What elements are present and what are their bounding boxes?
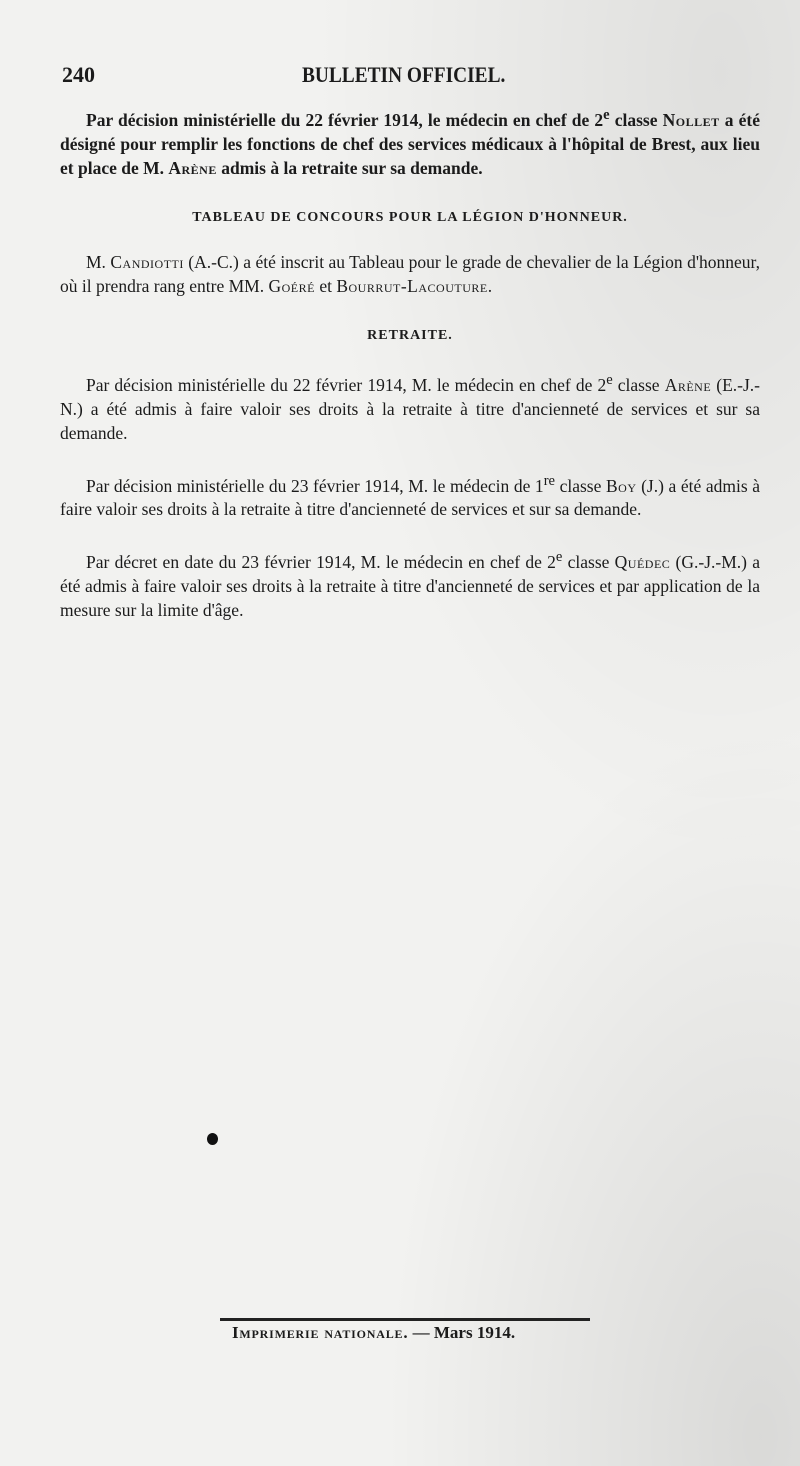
text-span: Par décision ministérielle du 22 février 1914, M. le médecin en chef de 2 bbox=[86, 374, 607, 395]
text-span: Par décret en date du 23 février 1914, M. le médecin en chef de 2 bbox=[86, 552, 556, 573]
ordinal-superscript: re bbox=[543, 472, 556, 489]
text-span: (A.-C.) a été inscrit au Tableau pour le grade de chevalier de la Légion d'honneur, où il prendra rang entre MM. bbox=[60, 251, 760, 296]
person-name: Goéré bbox=[268, 275, 315, 296]
printer-imprint bbox=[232, 1323, 592, 1343]
section-title-retraite: RETRAITE. bbox=[367, 327, 453, 343]
text-span: (E.-J.-N.) a été admis à faire valoir ses droits à la retraite à titre d'ancienneté de services et sur sa demande. bbox=[60, 374, 760, 443]
person-name: Quédec bbox=[614, 552, 671, 573]
text-span: . bbox=[487, 275, 493, 296]
text-span: et bbox=[314, 275, 337, 296]
text-span: a été désigné pour remplir les fonctions de chef des services médicaux à l'hôpital de Brest, aux lieu et place de M. bbox=[60, 109, 760, 178]
text-span: classe bbox=[612, 374, 665, 395]
text-span: Par décision ministérielle du 22 février 1914, le médecin en chef de 2 bbox=[86, 109, 604, 130]
person-name: Boy bbox=[605, 475, 637, 496]
imprint-date: — Mars 1914. bbox=[408, 1323, 516, 1342]
ordinal-superscript: e bbox=[606, 371, 613, 388]
text-span: classe bbox=[609, 109, 663, 130]
paragraph-boy-retirement bbox=[60, 469, 760, 522]
imprint-printer-name: Imprimerie nationale. bbox=[232, 1323, 409, 1342]
ordinal-superscript: e bbox=[555, 549, 563, 566]
footer-rule bbox=[220, 1318, 590, 1321]
text-span: Par décision ministérielle du 23 février 1914, M. le médecin de 1 bbox=[86, 475, 544, 496]
text-span: M. bbox=[86, 251, 111, 272]
section-title-legion-honneur: TABLEAU DE CONCOURS POUR LA LÉGION D'HONNEUR. bbox=[192, 209, 628, 225]
person-name: Candiotti bbox=[110, 251, 184, 272]
paragraph-nollet-appointment bbox=[60, 103, 760, 180]
person-name: Arène bbox=[168, 157, 217, 178]
paragraph-candiotti bbox=[60, 250, 760, 298]
person-name: Nollet bbox=[662, 109, 720, 130]
ink-blot-mark bbox=[207, 1133, 218, 1145]
paragraph-quedec-retirement bbox=[60, 545, 760, 622]
running-title: BULLETIN OFFICIEL. bbox=[302, 62, 506, 87]
page-number: 240 bbox=[62, 62, 95, 87]
text-span: classe bbox=[562, 552, 615, 573]
ordinal-superscript: e bbox=[603, 107, 610, 123]
text-span: admis à la retraite sur sa demande. bbox=[216, 157, 483, 178]
paragraph-arene-retirement bbox=[60, 368, 760, 445]
person-name: Arène bbox=[664, 374, 712, 395]
person-name: Bourrut-Lacouture bbox=[336, 275, 488, 296]
document-body bbox=[60, 103, 760, 622]
page-header bbox=[62, 62, 762, 92]
text-span: classe bbox=[555, 475, 606, 496]
text-span: (G.-J.-M.) a été admis à faire valoir ses droits à la retraite à titre d'ancienneté de services et par application de la mesure sur la limite d'âge. bbox=[60, 552, 760, 621]
text-span: (J.) a été admis à faire valoir ses droits à la retraite à titre d'ancienneté de services et sur sa demande. bbox=[60, 475, 761, 520]
